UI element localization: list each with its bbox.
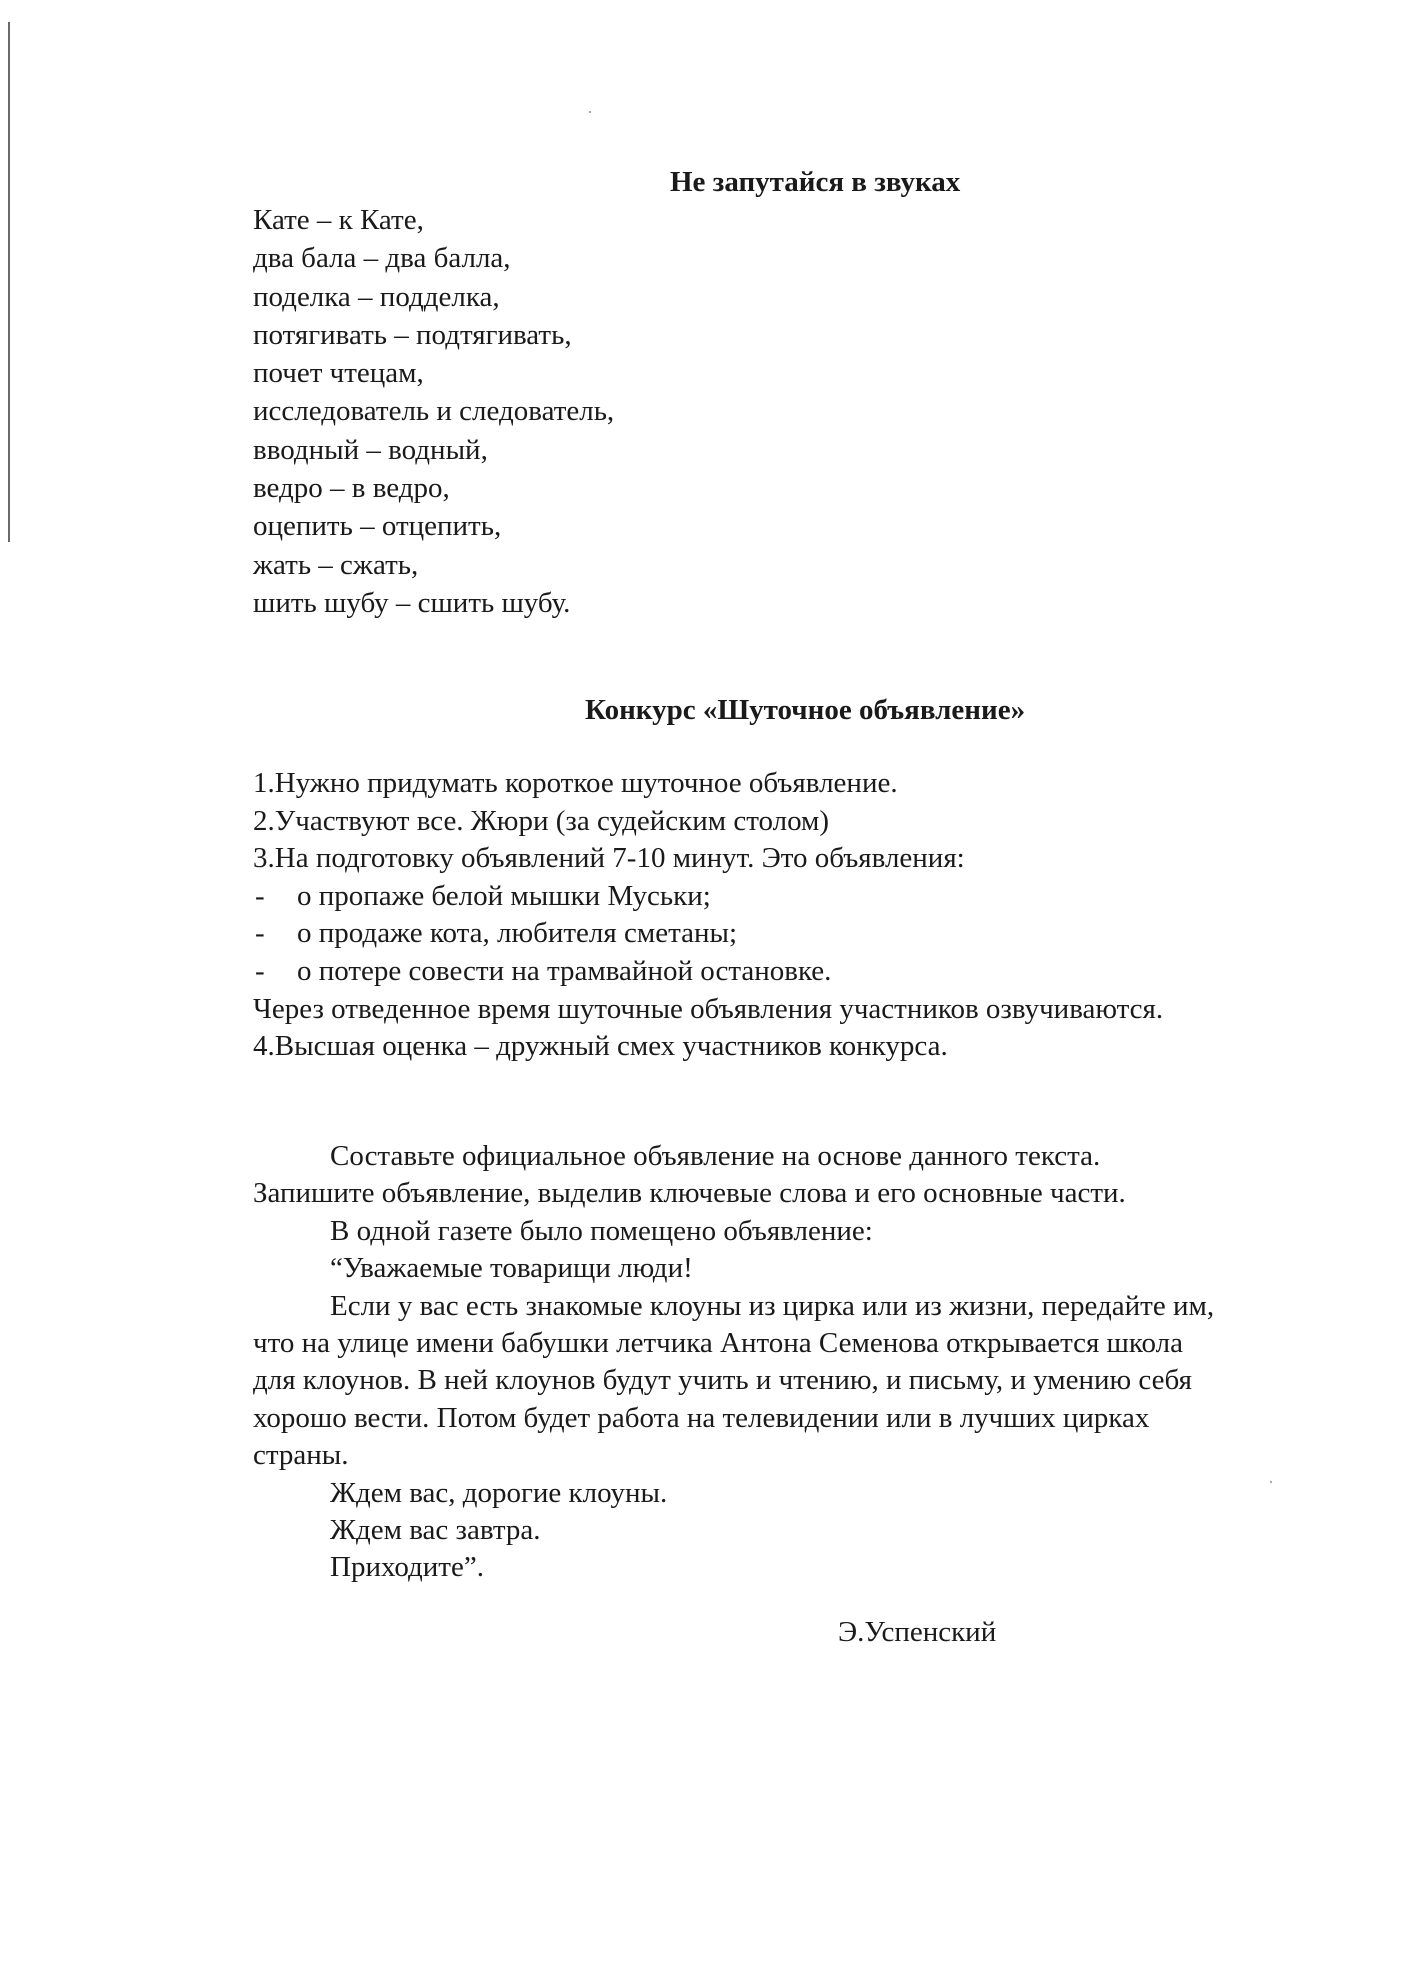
task-instruction: Составьте официальное объявление на основе данного текста. bbox=[330, 1140, 1101, 1172]
task-instruction: Запишите объявление, выделив ключевые слова и его основные части. bbox=[253, 1177, 1126, 1210]
dash-bullet: - bbox=[255, 879, 265, 912]
section-title-contest: Конкурс «Шуточное объявление» bbox=[585, 694, 1026, 726]
word-pair-line: потягивать – подтягивать, bbox=[253, 318, 572, 351]
contest-rule-item: 3.На подготовку объявлений 7-10 минут. Это объявления: bbox=[253, 842, 965, 875]
contest-note: Через отведенное время шуточные объявления участников озвучиваются. bbox=[253, 992, 1164, 1025]
word-pair-line: ведро – в ведро, bbox=[253, 472, 450, 505]
quote-line: Приходите”. bbox=[330, 1551, 484, 1584]
word-pair-line: шить шубу – сшить шубу. bbox=[253, 586, 571, 619]
quote-line: Если у вас есть знакомые клоуны из цирка или из жизни, передайте им, bbox=[330, 1289, 1215, 1322]
dash-bullet: - bbox=[255, 954, 265, 987]
section-title-sounds: Не запутайся в звуках bbox=[670, 166, 961, 198]
scan-page-edge bbox=[8, 22, 10, 542]
task-intro: В одной газете было помещено объявление: bbox=[330, 1214, 873, 1247]
quote-line: страны. bbox=[253, 1439, 349, 1472]
announcement-topic bbox=[253, 915, 1163, 953]
announcement-topic bbox=[253, 878, 1163, 916]
contest-rules bbox=[253, 765, 1163, 1066]
author-signature: Э.Успенский bbox=[838, 1616, 997, 1648]
contest-rule-item: 1.Нужно придумать короткое шуточное объявление. bbox=[253, 767, 898, 799]
word-pair-line: вводный – водный, bbox=[253, 433, 488, 466]
word-pairs-list bbox=[253, 201, 614, 622]
quote-line: хорошо вести. Потом будет работа на телевидении или в лучших цирках bbox=[253, 1401, 1150, 1434]
announcement-topic-text: о продаже кота, любителя сметаны; bbox=[297, 917, 738, 950]
contest-rule-item: 4.Высшая оценка – дружный смех участников конкурса. bbox=[253, 1030, 948, 1063]
word-pair-line: оцепить – отцепить, bbox=[253, 510, 502, 543]
task-section bbox=[253, 1138, 1214, 1587]
contest-rule-item: 2.Участвуют все. Жюри (за судейским столом) bbox=[253, 804, 830, 837]
word-pair-line: Кате – к Кате, bbox=[253, 204, 424, 236]
dash-bullet: - bbox=[255, 917, 265, 950]
announcement-topic-text: о пропаже белой мышки Муськи; bbox=[297, 879, 711, 912]
quote-line: Ждем вас, дорогие клоуны. bbox=[330, 1476, 668, 1509]
quote-line: Ждем вас завтра. bbox=[330, 1513, 541, 1546]
scan-speck bbox=[1270, 1481, 1272, 1483]
word-pair-line: исследователь и следователь, bbox=[253, 395, 615, 428]
quote-line: для клоунов. В ней клоунов будут учить и чтению, и письму, и умению себя bbox=[253, 1364, 1192, 1397]
word-pair-line: поделка – подделка, bbox=[253, 280, 500, 313]
quote-line: что на улице имени бабушки летчика Антона Семенова открывается школа bbox=[253, 1326, 1183, 1359]
announcement-topic bbox=[253, 953, 1163, 991]
announcement-topic-text: о потере совести на трамвайной остановке. bbox=[297, 954, 832, 987]
word-pair-line: два бала – два балла, bbox=[253, 242, 511, 275]
word-pair-line: почет чтецам, bbox=[253, 357, 424, 390]
quote-line: “Уважаемые товарищи люди! bbox=[330, 1252, 693, 1285]
scan-speck bbox=[589, 111, 591, 113]
word-pair-line: жать – сжать, bbox=[253, 548, 419, 581]
